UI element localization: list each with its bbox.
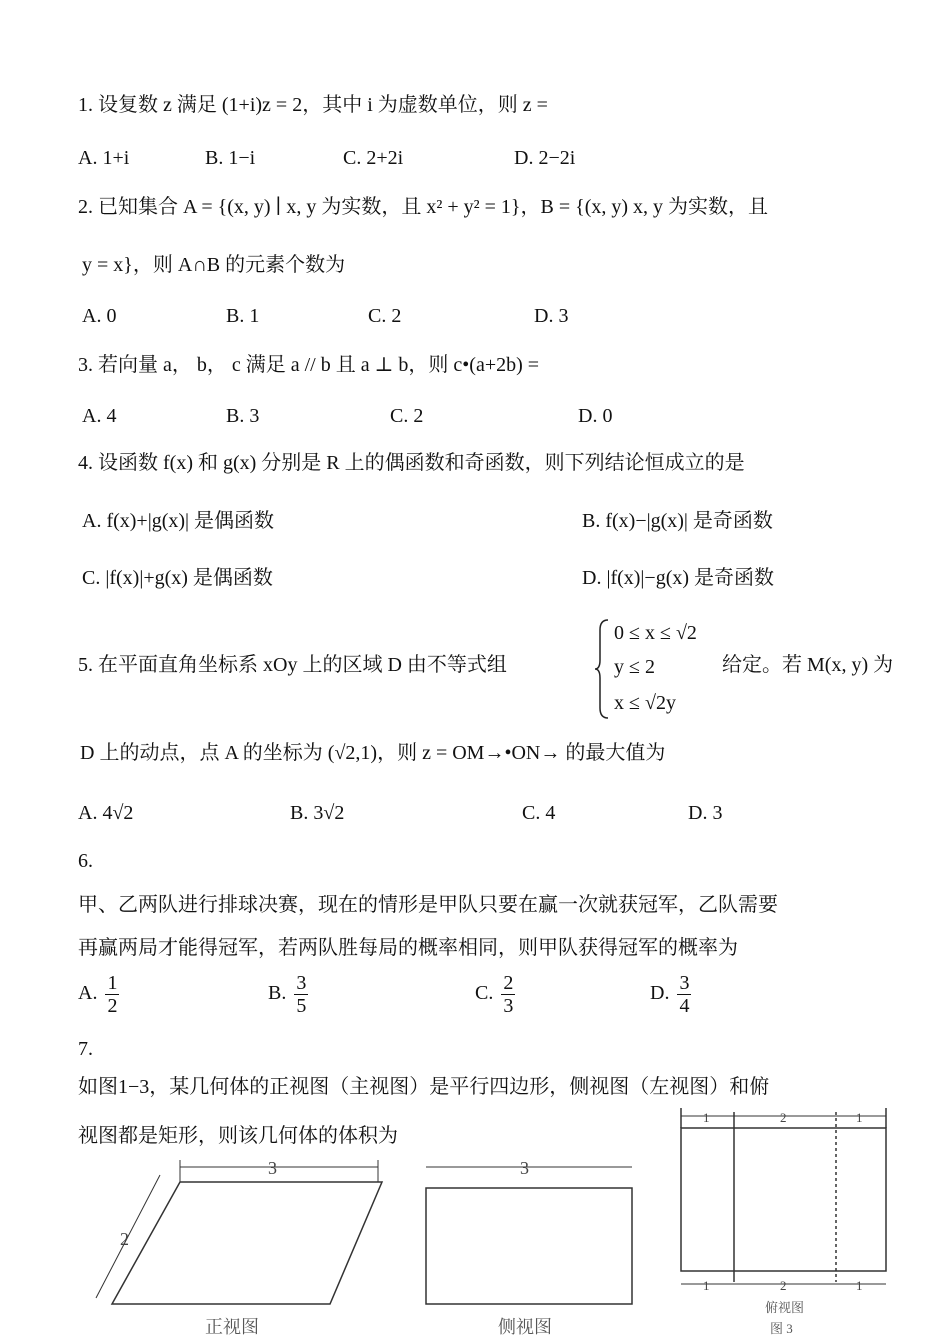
option-label: D. xyxy=(650,982,670,1005)
top-dim-1: 1 xyxy=(703,1110,710,1125)
q1-option-c: C. 2+2i xyxy=(343,147,404,169)
top-dim-2: 2 xyxy=(780,1110,787,1125)
q6-number: 6. xyxy=(78,850,93,872)
q5-option-a: A. 4√2 xyxy=(78,802,134,824)
q7-stem: 如图1−3，某几何体的正视图（主视图）是平行四边形，侧视图（左视图）和俯 xyxy=(78,1076,770,1098)
q5-inequality-2: y ≤ 2 xyxy=(614,656,655,678)
q6-stem-cont: 再赢两局才能得冠军，若两队胜每局的概率相同，则甲队获得冠军的概率为 xyxy=(78,937,738,959)
top-view-caption: 俯视图 xyxy=(765,1300,805,1315)
denominator: 2 xyxy=(107,995,118,1017)
front-view-caption: 正视图 xyxy=(205,1317,259,1337)
q7-stem-cont: 视图都是矩形，则该几何体的体积为 xyxy=(78,1125,398,1147)
q2-option-a: A. 0 xyxy=(82,305,117,327)
q5-stem-cont: D 上的动点，点 A 的坐标为 (√2,1)，则 z = OM→•ON→ 的最大值为 xyxy=(80,742,666,764)
q5-stem-after: 给定。若 M(x, y) 为 xyxy=(722,654,894,676)
front-view-drawing xyxy=(96,1160,382,1304)
q5-option-d: D. 3 xyxy=(688,802,723,824)
numerator: 3 xyxy=(296,972,307,994)
q4-option-c: C. |f(x)|+g(x) 是偶函数 xyxy=(82,567,273,589)
top-dim-3: 1 xyxy=(856,1110,863,1125)
q3-stem: 3. 若向量 a， b， c 满足 a // b 且 a ⊥ b，则 c•(a+2b) = xyxy=(78,354,540,376)
q4-option-b: B. f(x)−|g(x)| 是奇函数 xyxy=(582,510,773,532)
option-label: C. xyxy=(475,982,494,1005)
q5-option-c: C. 4 xyxy=(522,802,556,824)
q3-option-a: A. 4 xyxy=(82,405,117,427)
side-width-label: 3 xyxy=(520,1158,529,1178)
option-label: A. xyxy=(78,982,98,1005)
q5-inequality-1: 0 ≤ x ≤ √2 xyxy=(614,622,697,644)
bottom-dim-1: 1 xyxy=(703,1278,710,1293)
q3-option-d: D. 0 xyxy=(578,405,613,427)
q1-option-b: B. 1−i xyxy=(205,147,256,169)
q2-option-c: C. 2 xyxy=(368,305,402,327)
q2-stem-cont: y = x}，则 A∩B 的元素个数为 xyxy=(82,254,346,276)
q5-option-b: B. 3√2 xyxy=(290,802,345,824)
numerator: 1 xyxy=(107,972,118,994)
numerator: 2 xyxy=(503,972,514,994)
bottom-dim-2: 2 xyxy=(780,1278,787,1293)
q4-option-d: D. |f(x)|−g(x) 是奇函数 xyxy=(582,567,775,589)
side-view-drawing xyxy=(426,1167,632,1304)
front-side-label: 2 xyxy=(120,1229,129,1249)
q5-stem: 5. 在平面直角坐标系 xOy 上的区域 D 由不等式组 xyxy=(78,654,507,676)
bottom-dim-3: 1 xyxy=(856,1278,863,1293)
denominator: 3 xyxy=(503,995,514,1017)
figure-label: 图 3 xyxy=(770,1321,793,1336)
numerator: 3 xyxy=(679,972,690,994)
top-view-drawing xyxy=(681,1108,886,1284)
q1-option-d: D. 2−2i xyxy=(514,147,576,169)
q1-stem: 1. 设复数 z 满足 (1+i)z = 2，其中 i 为虚数单位，则 z = xyxy=(78,94,548,116)
q2-stem: 2. 已知集合 A = {(x, y) ∣ x, y 为实数，且 x² + y² = 1}，B = {(x, y) x, y 为实数，且 xyxy=(78,196,769,218)
q7-number: 7. xyxy=(78,1038,93,1060)
denominator: 4 xyxy=(679,995,690,1017)
q6-stem: 甲、乙两队进行排球决赛，现在的情形是甲队只要在赢一次就获冠军，乙队需要 xyxy=(78,894,778,916)
q4-option-a: A. f(x)+|g(x)| 是偶函数 xyxy=(82,510,275,532)
option-label: B. xyxy=(268,982,287,1005)
front-width-label: 3 xyxy=(268,1158,277,1178)
q4-stem: 4. 设函数 f(x) 和 g(x) 分别是 R 上的偶函数和奇函数，则下列结论恒成立的是 xyxy=(78,452,745,474)
q1-option-a: A. 1+i xyxy=(78,147,130,169)
side-view-caption: 侧视图 xyxy=(498,1317,552,1337)
q2-option-d: D. 3 xyxy=(534,305,569,327)
q3-option-c: C. 2 xyxy=(390,405,424,427)
denominator: 5 xyxy=(296,995,307,1017)
q5-inequality-3: x ≤ √2y xyxy=(614,692,676,714)
q3-option-b: B. 3 xyxy=(226,405,260,427)
q2-option-b: B. 1 xyxy=(226,305,260,327)
